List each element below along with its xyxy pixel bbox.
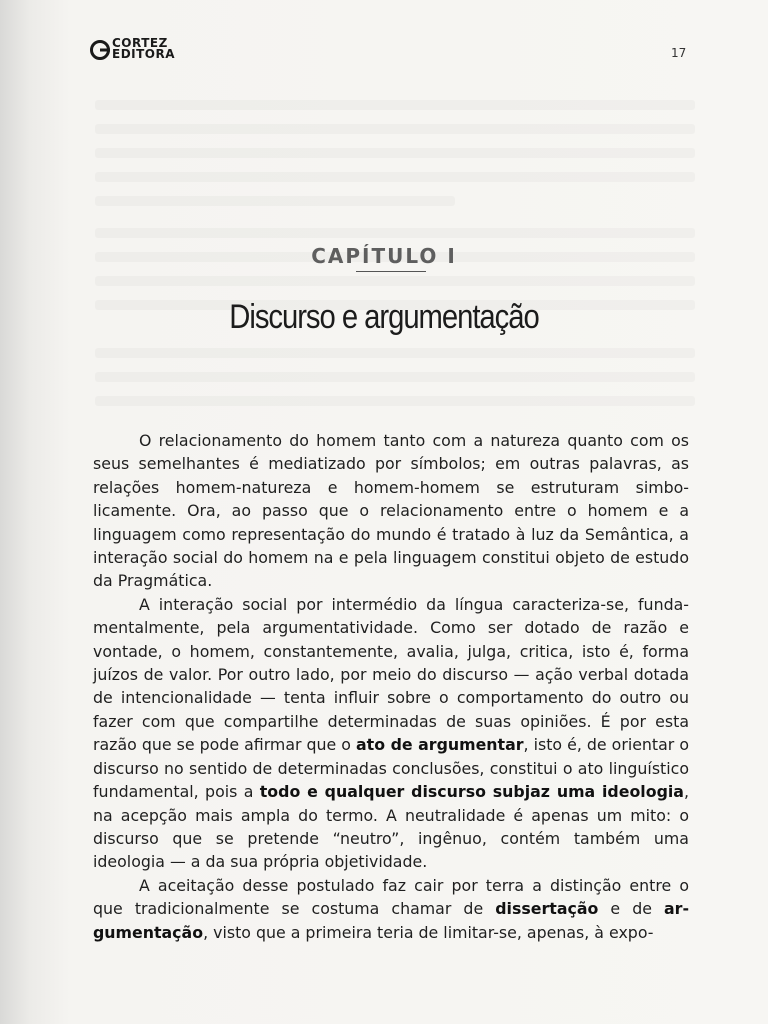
paragraph-3-text-b: e de bbox=[598, 899, 664, 919]
paragraph-3-text-c: , visto que a primeira teria de limitar-se, apenas, à expo- bbox=[203, 922, 654, 942]
emphasis-ato-de-argumentar: ato de argumentar bbox=[356, 735, 524, 755]
paragraph-3 bbox=[93, 874, 689, 944]
logo-wordmark bbox=[112, 38, 175, 60]
logo-line2: EDITORA bbox=[112, 47, 176, 61]
body-text bbox=[93, 429, 689, 944]
page-number: 17 bbox=[671, 46, 687, 60]
paragraph-1-text: O relacionamento do homem tanto com a natureza quanto com os seus semelhantes é mediatizado por símbolos; em outras palavras, as relações homem-natureza e homem-homem se estruturam simbolicamente. Ora, ao passo que o relacionamento entre o homem e a linguagem como representação do mundo é tratado à luz da Semântica, a interação social do homem na e pela linguagem constitui objeto de estudo da Pragmática. bbox=[93, 431, 689, 591]
paragraph-2-text-b: , isto é, de orientar o discurso no sentido de determinadas conclusões, constitui o ato linguístico fundamental, pois a bbox=[93, 735, 689, 802]
emphasis-ideologia: todo e qualquer discurso subjaz uma ideologia bbox=[259, 782, 684, 802]
publisher-logo bbox=[90, 36, 182, 64]
paragraph-1 bbox=[93, 429, 689, 593]
logo-line1: CORTEZ bbox=[112, 36, 168, 50]
paragraph-2 bbox=[93, 593, 689, 874]
chapter-divider bbox=[356, 271, 426, 272]
emphasis-dissertacao: dissertação bbox=[495, 899, 599, 919]
cortez-logo-icon bbox=[90, 40, 110, 60]
emphasis-argumentacao: argumentação bbox=[93, 899, 690, 942]
chapter-label: CAPÍTULO I bbox=[311, 244, 457, 268]
paragraph-3-text-a: A aceitação desse postulado faz cair por terra a distinção entre o que tradicionalmente se costuma chamar de bbox=[93, 875, 689, 919]
chapter-title: Discurso e argumentação bbox=[229, 298, 539, 336]
paragraph-2-text-a: A interação social por intermédio da língua caracteriza-se, fundamentalmente, pela argumentatividade. Como ser dotado de razão e vontade, o homem, constantemente, avalia, julga, critica, isto é, forma juízos de valor. Por outro lado, por meio do discurso — ação verbal dotada de intencionalidade — tenta influir sobre o comportamento do outro ou fazer com que compartilhe determinadas de suas opiniões. É por esta razão que se pode afirmar que o bbox=[93, 594, 689, 755]
paragraph-2-text-c: , na acepção mais ampla do termo. A neutralidade é apenas um mito: o discurso que se pretende “neutro”, ingênuo, contém também uma ideologia — a da sua própria objetividade. bbox=[93, 782, 689, 872]
